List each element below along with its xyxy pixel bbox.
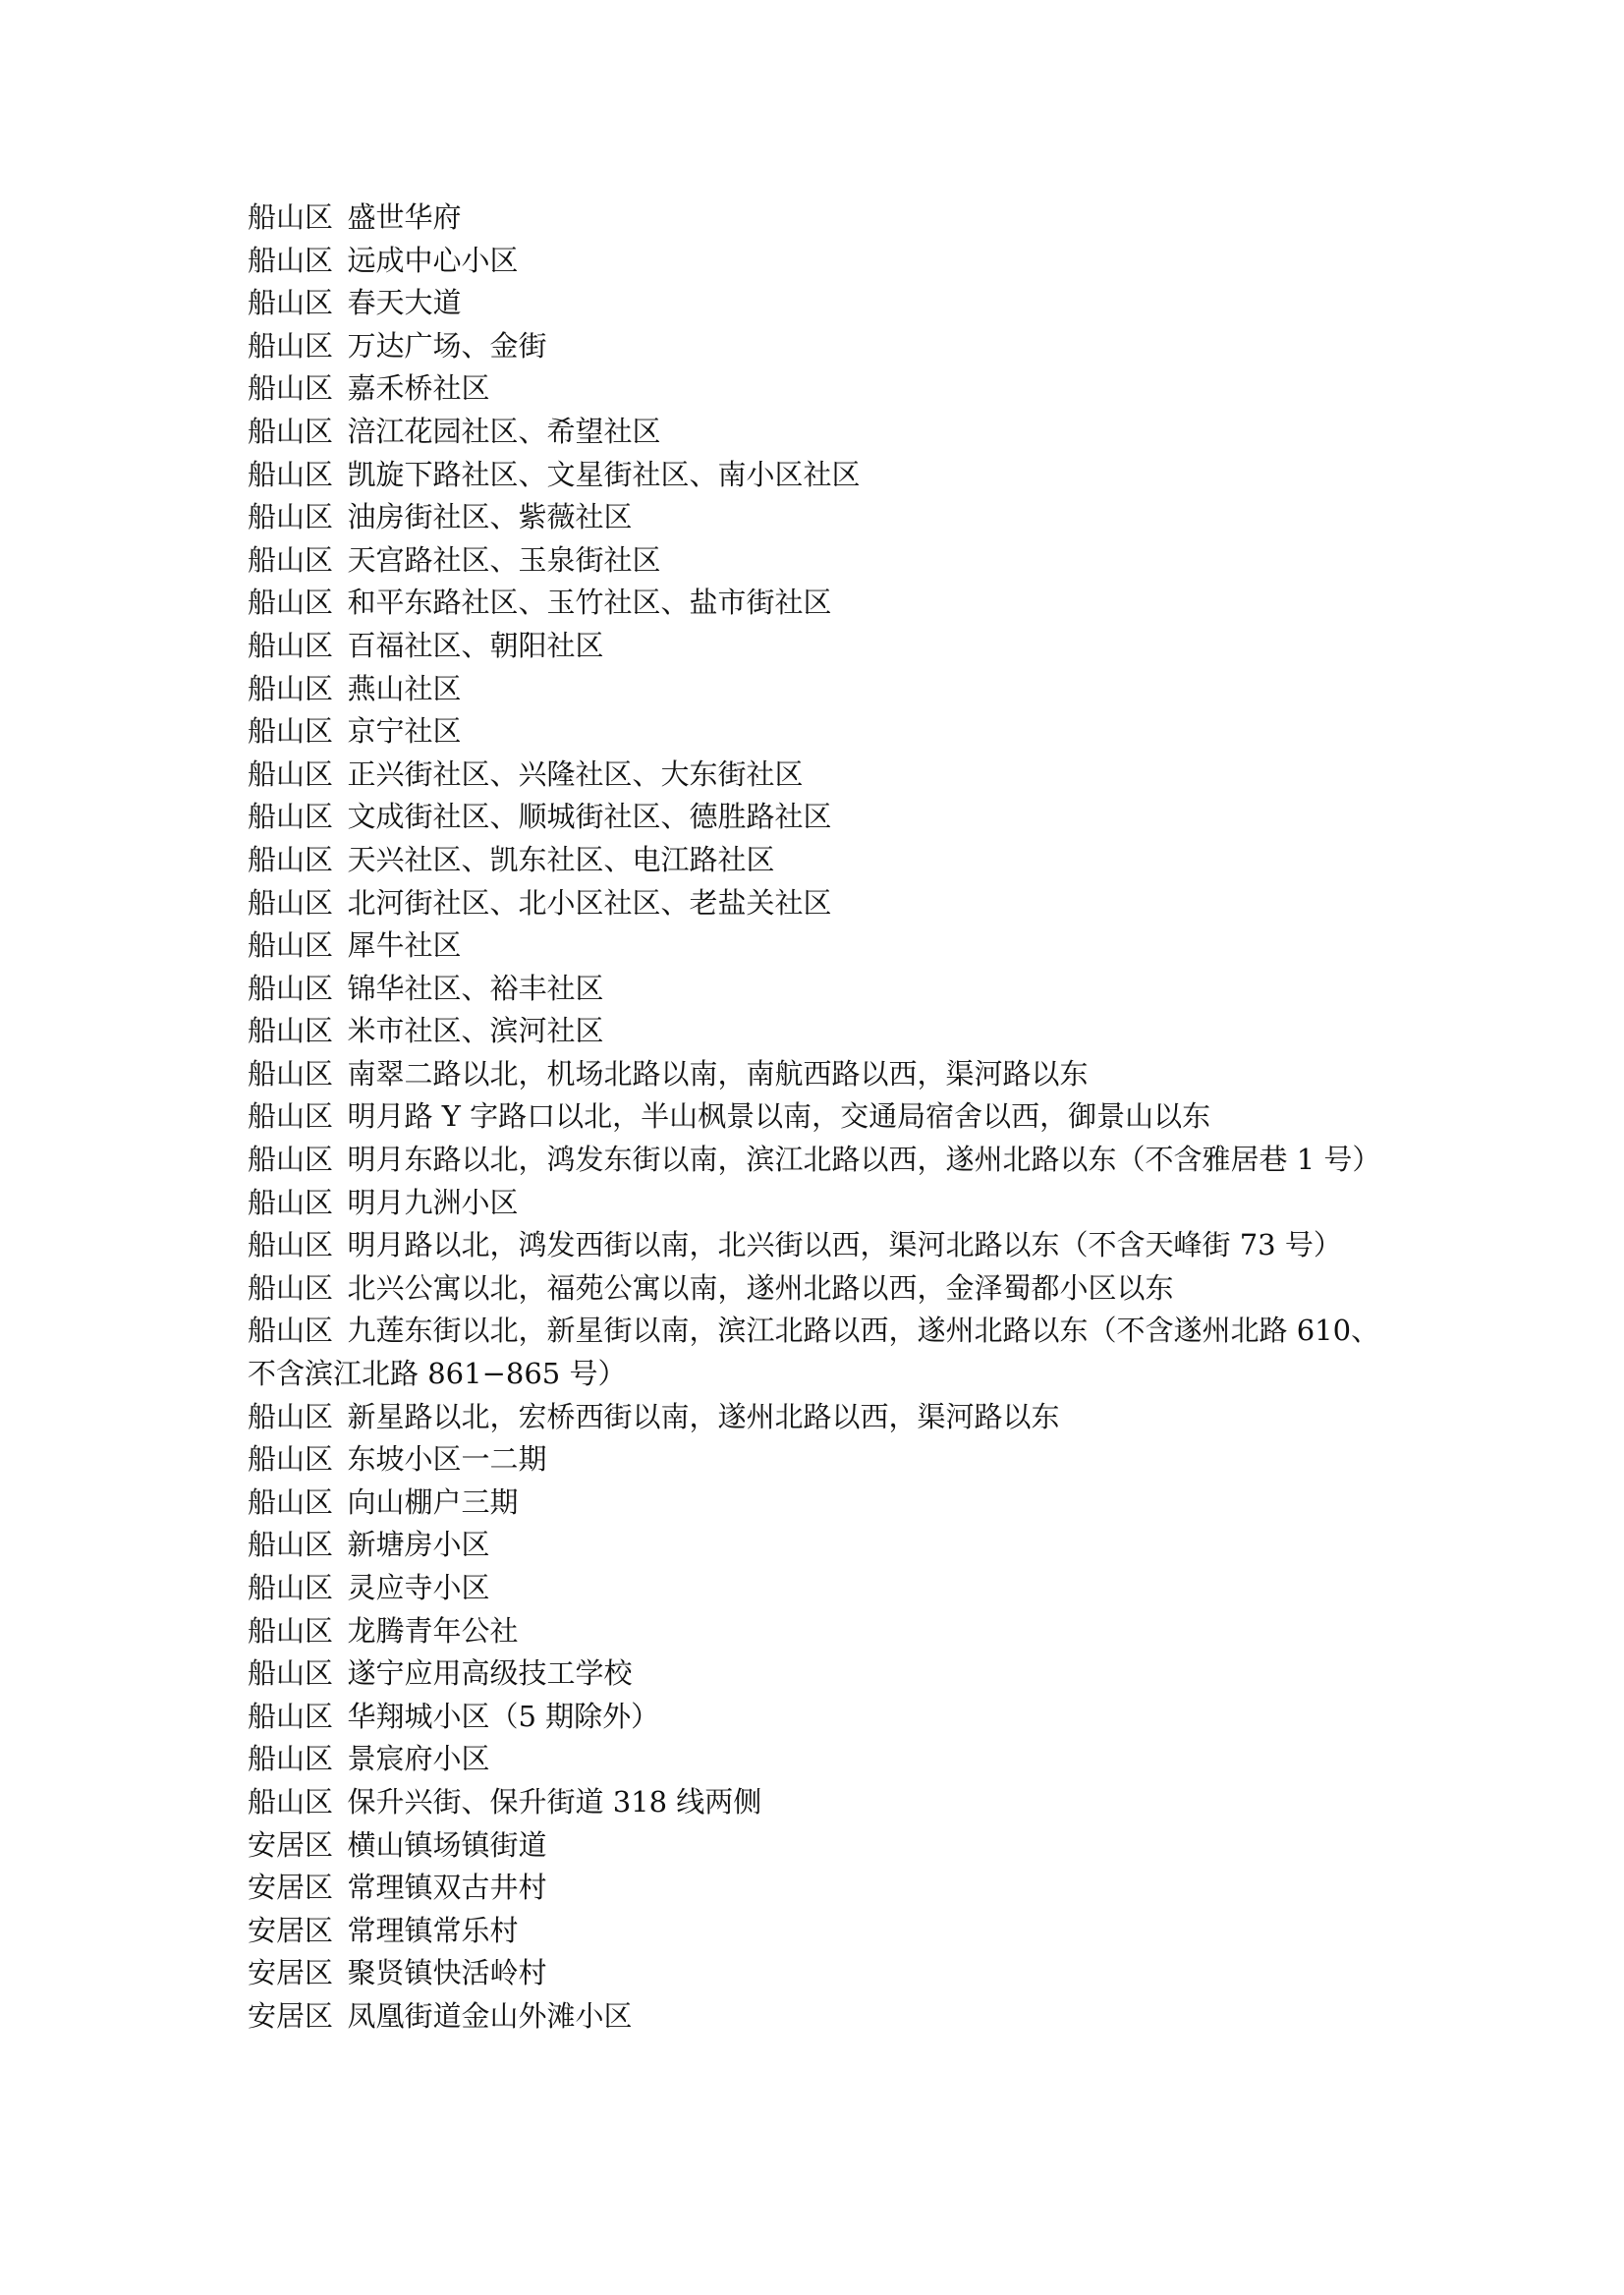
place-text: 米市社区、滨河社区 — [347, 1014, 604, 1048]
district-label: 船山区 — [248, 542, 334, 577]
district-label: 船山区 — [248, 1014, 334, 1048]
place-text: 常理镇常乐村 — [347, 1913, 519, 1947]
district-label: 船山区 — [248, 586, 334, 620]
list-item — [248, 882, 1387, 925]
place-text: 凯旋下路社区、文星街社区、南小区社区 — [347, 457, 861, 491]
place-text: 南翠二路以北，机场北路以南，南航西路以西，渠河路以东 — [347, 1056, 1089, 1091]
list-item — [248, 796, 1387, 839]
district-label: 船山区 — [248, 200, 334, 234]
place-text: 万达广场、金街 — [347, 328, 547, 363]
list-item — [248, 1438, 1387, 1482]
district-label: 船山区 — [248, 328, 334, 363]
district-label: 船山区 — [248, 1484, 334, 1519]
district-label: 船山区 — [248, 971, 334, 1005]
place-text: 文成街社区、顺城街社区、德胜路社区 — [347, 800, 832, 834]
district-label: 船山区 — [248, 1056, 334, 1091]
district-label: 船山区 — [248, 671, 334, 705]
district-label: 船山区 — [248, 885, 334, 920]
district-label: 船山区 — [248, 414, 334, 448]
district-label: 安居区 — [248, 1998, 334, 2033]
list-item — [248, 710, 1387, 754]
place-text: 常理镇双古井村 — [347, 1871, 547, 1905]
place-text: 油房街社区、紫薇社区 — [347, 500, 633, 534]
list-item — [248, 240, 1387, 283]
list-item — [248, 454, 1387, 497]
place-text: 横山镇场镇街道 — [347, 1827, 547, 1862]
district-label: 船山区 — [248, 1228, 334, 1262]
district-label: 船山区 — [248, 500, 334, 534]
place-text: 东坡小区一二期 — [347, 1442, 547, 1477]
district-label: 船山区 — [248, 842, 334, 876]
place-text: 远成中心小区 — [347, 243, 519, 277]
list-item — [248, 1696, 1387, 1739]
place-text: 景宸府小区 — [347, 1742, 490, 1776]
district-label: 船山区 — [248, 628, 334, 662]
list-item — [248, 1867, 1387, 1910]
district-label: 船山区 — [248, 1742, 334, 1776]
district-label: 船山区 — [248, 1442, 334, 1477]
place-text: 和平东路社区、玉竹社区、盐市街社区 — [347, 586, 832, 620]
district-label: 安居区 — [248, 1913, 334, 1947]
place-text: 明月路 Y 字路口以北，半山枫景以南，交通局宿舍以西，御景山以东 — [347, 1099, 1211, 1134]
list-item — [248, 1095, 1387, 1139]
place-text: 百福社区、朝阳社区 — [347, 628, 604, 662]
place-text: 盛世华府 — [347, 200, 462, 234]
place-text: 春天大道 — [347, 286, 462, 320]
place-text: 遂宁应用高级技工学校 — [347, 1656, 633, 1691]
district-label: 安居区 — [248, 1956, 334, 1990]
place-text: 嘉禾桥社区 — [347, 371, 490, 406]
list-item — [248, 1738, 1387, 1781]
place-text: 明月东路以北，鸿发东街以南，滨江北路以西，遂州北路以东（不含雅居巷 1 号） — [347, 1143, 1381, 1177]
place-text: 明月九洲小区 — [347, 1185, 519, 1219]
list-item — [248, 839, 1387, 882]
list-item — [248, 1267, 1387, 1311]
district-label: 船山区 — [248, 371, 334, 406]
place-text: 华翔城小区（5 期除外） — [347, 1699, 660, 1733]
list-item — [248, 625, 1387, 668]
place-text: 凤凰街道金山外滩小区 — [347, 1998, 633, 2033]
district-label: 船山区 — [248, 286, 334, 320]
place-text: 聚贤镇快活岭村 — [347, 1956, 547, 1990]
district-label: 船山区 — [248, 928, 334, 963]
district-label: 船山区 — [248, 1613, 334, 1648]
place-text: 明月路以北，鸿发西街以南，北兴街以西，渠河北路以东（不含天峰街 73 号） — [347, 1228, 1342, 1262]
list-item — [248, 1310, 1387, 1395]
place-text: 正兴街社区、兴隆社区、大东街社区 — [347, 756, 804, 791]
list-item — [248, 367, 1387, 411]
place-text: 北河街社区、北小区社区、老盐关社区 — [347, 885, 832, 920]
district-label: 船山区 — [248, 1314, 334, 1348]
list-item — [248, 1610, 1387, 1653]
place-text: 涪江花园社区、希望社区 — [347, 414, 661, 448]
address-list — [248, 196, 1387, 2039]
list-item — [248, 1910, 1387, 1953]
list-item — [248, 582, 1387, 625]
list-item — [248, 1524, 1387, 1567]
district-label: 船山区 — [248, 1656, 334, 1691]
district-label: 安居区 — [248, 1827, 334, 1862]
list-item — [248, 1182, 1387, 1225]
district-label: 船山区 — [248, 800, 334, 834]
place-text: 北兴公寓以北，福苑公寓以南，遂州北路以西，金泽蜀都小区以东 — [347, 1270, 1174, 1305]
list-item — [248, 1053, 1387, 1096]
district-label: 船山区 — [248, 1270, 334, 1305]
district-label: 船山区 — [248, 1528, 334, 1562]
district-label: 船山区 — [248, 756, 334, 791]
place-text: 新星路以北，宏桥西街以南，遂州北路以西，渠河路以东 — [347, 1399, 1060, 1433]
district-label: 船山区 — [248, 243, 334, 277]
list-item — [248, 1396, 1387, 1439]
list-item — [248, 1139, 1387, 1182]
place-text: 天兴社区、凯东社区、电江路社区 — [347, 842, 775, 876]
place-text: 燕山社区 — [347, 671, 462, 705]
list-item — [248, 1995, 1387, 2039]
district-label: 船山区 — [248, 1784, 334, 1819]
place-text: 天宫路社区、玉泉街社区 — [347, 542, 661, 577]
list-item — [248, 282, 1387, 325]
district-label: 船山区 — [248, 457, 334, 491]
list-item — [248, 1010, 1387, 1053]
list-item — [248, 968, 1387, 1011]
place-text: 犀牛社区 — [347, 928, 462, 963]
list-item — [248, 1652, 1387, 1696]
list-item — [248, 1482, 1387, 1525]
district-label: 船山区 — [248, 1571, 334, 1604]
place-text: 九莲东街以北，新星街以南，滨江北路以西，遂州北路以东（不含遂州北路 610、不含滨江北路 861−865 号） — [248, 1314, 1380, 1391]
list-item — [248, 754, 1387, 797]
list-item — [248, 1567, 1387, 1610]
district-label: 船山区 — [248, 1399, 334, 1433]
district-label: 船山区 — [248, 1699, 334, 1733]
district-label: 船山区 — [248, 1099, 334, 1134]
list-item — [248, 496, 1387, 539]
place-text: 向山棚户三期 — [347, 1484, 519, 1519]
place-text: 灵应寺小区 — [347, 1571, 490, 1604]
place-text: 保升兴街、保升街道 318 线两侧 — [347, 1784, 762, 1819]
district-label: 安居区 — [248, 1871, 334, 1905]
place-text: 龙腾青年公社 — [347, 1613, 519, 1648]
list-item — [248, 924, 1387, 968]
list-item — [248, 325, 1387, 368]
district-label: 船山区 — [248, 1143, 334, 1177]
place-text: 京宁社区 — [347, 714, 462, 749]
place-text: 锦华社区、裕丰社区 — [347, 971, 604, 1005]
place-text: 新塘房小区 — [347, 1528, 490, 1562]
list-item — [248, 1224, 1387, 1267]
list-item — [248, 196, 1387, 240]
district-label: 船山区 — [248, 714, 334, 749]
list-item — [248, 1952, 1387, 1995]
list-item — [248, 1824, 1387, 1868]
district-label: 船山区 — [248, 1185, 334, 1219]
list-item — [248, 668, 1387, 711]
list-item — [248, 1781, 1387, 1824]
list-item — [248, 539, 1387, 583]
list-item — [248, 411, 1387, 454]
